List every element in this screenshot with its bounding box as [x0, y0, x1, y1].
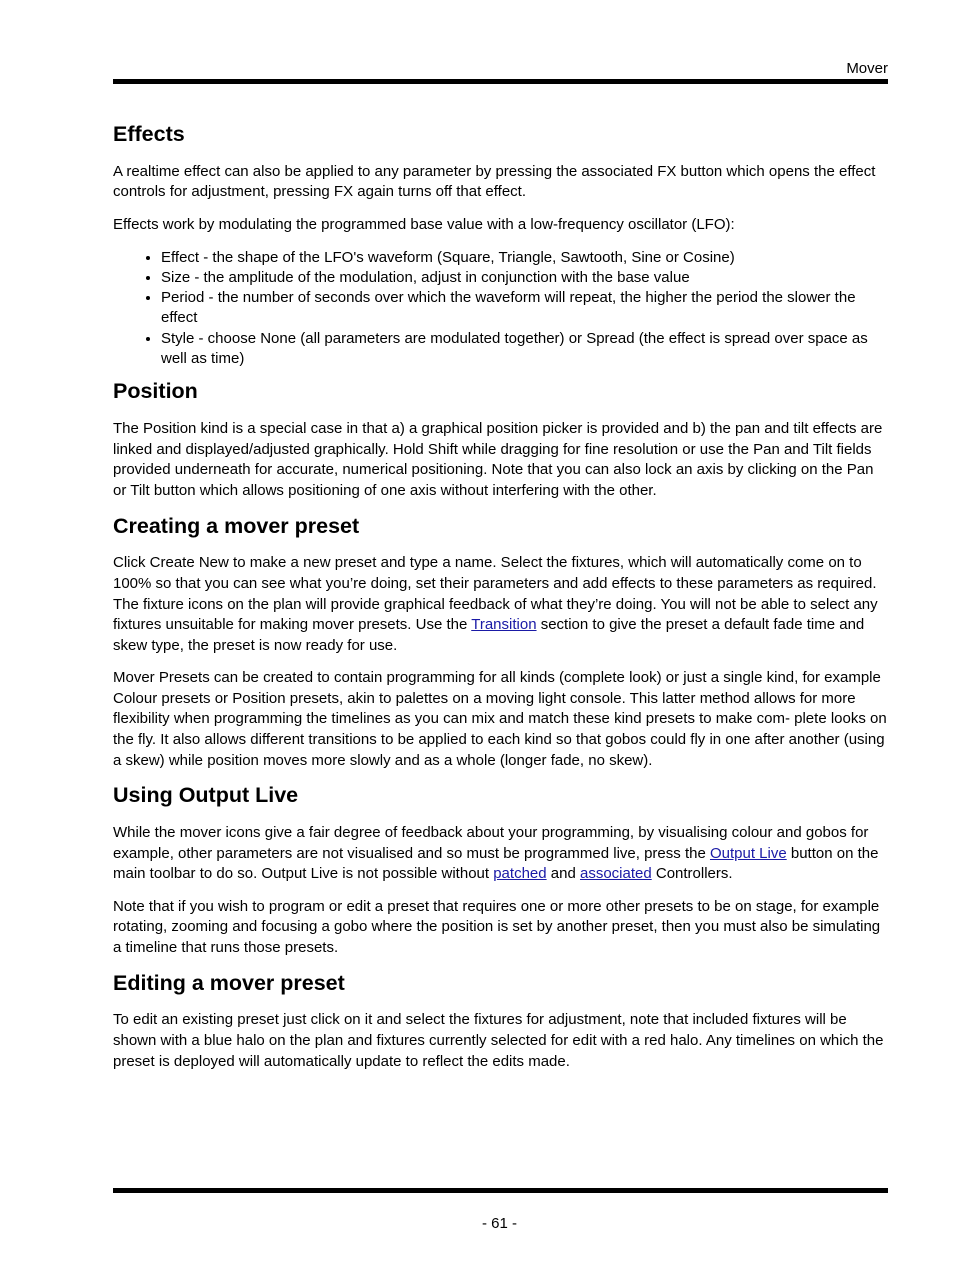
creating-paragraph-1	[113, 553, 889, 656]
text-span: Click Create New to make a new preset and type a name. Select the fixtures, which will automatically come on to 100% so that you can see what you’re doing, set their parameters and add effects to these parameters as required. The fixture icons on the plan will provide graphical feedback of what they’re doing. You will not be able to select any fixtures unsuitable for making mover presets. Use the	[113, 554, 878, 634]
output-live-paragraph-2: Note that if you wish to program or edit a preset that requires one or more other presets to be on stage, for example rotating, zooming and focusing a gobo where the position is set by another preset, then you must also be simulating a timeline that runs those presets.	[113, 897, 881, 957]
editing-paragraph: To edit an existing preset just click on it and select the fixtures for adjustment, note that included fixtures will be shown with a blue halo on the plan and fixtures currently selected for edit with a red halo. Any timelines on which the preset is deployed will automatically update to reflect the edits made.	[113, 1011, 884, 1070]
list-item: • Effect - the shape of the LFO's waveform (Square, Triangle, Sawtooth, Sine or Cosine)	[161, 248, 889, 268]
text-span: and	[546, 865, 580, 883]
effects-paragraph-1: A realtime effect can also be applied to any parameter by pressing the associated FX button which opens the effect controls for adjustment, pressing FX again turns off that effect.	[113, 162, 876, 201]
transition-link[interactable]: Transition	[471, 616, 537, 634]
effects-paragraph-2: Effects work by modulating the programmed base value with a low-frequency oscillator (LFO):	[113, 215, 735, 233]
heading-effects: Effects	[113, 122, 185, 146]
footer-rule	[113, 1188, 888, 1193]
effects-bullet-list	[113, 248, 889, 370]
output-live-paragraph-1	[113, 823, 889, 885]
text-span: Controllers.	[651, 865, 733, 883]
position-paragraph: The Position kind is a special case in that a) a graphical position picker is provided and b) the pan and tilt effects are linked and displayed/adjusted graphically. Hold Shift while dragging for fine resolution or use the Pan and Tilt fields provided underneath for accurate, numerical positioning. Note that you can also lock an axis by clicking on the Pan or Tilt button which allows positioning of one axis without interfering with the other.	[113, 420, 883, 499]
heading-creating-preset: Creating a mover preset	[113, 513, 360, 538]
list-item: • Style - choose None (all parameters are modulated together) or Spread (the effect is spread over space as well as time)	[161, 329, 889, 370]
text-span: section to give the preset a default fade time and skew type, the preset is now ready for use.	[113, 616, 865, 654]
associated-link[interactable]: associated	[579, 865, 652, 883]
heading-editing-preset: Editing a mover preset	[113, 970, 345, 995]
running-header: Mover	[846, 60, 888, 77]
text-span: While the mover icons give a fair degree of feedback about your programming, by visualising colour and gobos for example, other parameters are not visualised and so must be programmed live, press the	[113, 824, 869, 862]
page-content	[113, 122, 889, 1084]
heading-position: Position	[113, 379, 198, 404]
header-rule	[113, 79, 888, 84]
list-item: • Size - the amplitude of the modulation, adjust in conjunction with the base value	[161, 268, 889, 288]
patched-link[interactable]: patched	[493, 865, 547, 883]
page-number: - 61 -	[481, 1215, 517, 1232]
text-span: button on the main toolbar to do so. Output Live is not possible without	[113, 844, 879, 883]
output-live-link[interactable]: Output Live	[709, 844, 787, 862]
list-item: • Period - the number of seconds over which the waveform will repeat, the higher the period the slower the effect	[161, 288, 889, 329]
creating-paragraph-2: Mover Presets can be created to contain programming for all kinds (complete look) or just a single kind, for example Colour presets or Position presets, akin to palettes on a moving light console. This latter method allows for more flexibility when programming the timelines as you can mix and match these kind presets to make com- plete looks on the fly. It also allows different transitions to be applied to each kind so that gobos could fly in one after another (using a skew) while position moves more slowly and as a whole (longer fade, no skew).	[113, 669, 887, 769]
heading-output-live: Using Output Live	[113, 783, 299, 808]
